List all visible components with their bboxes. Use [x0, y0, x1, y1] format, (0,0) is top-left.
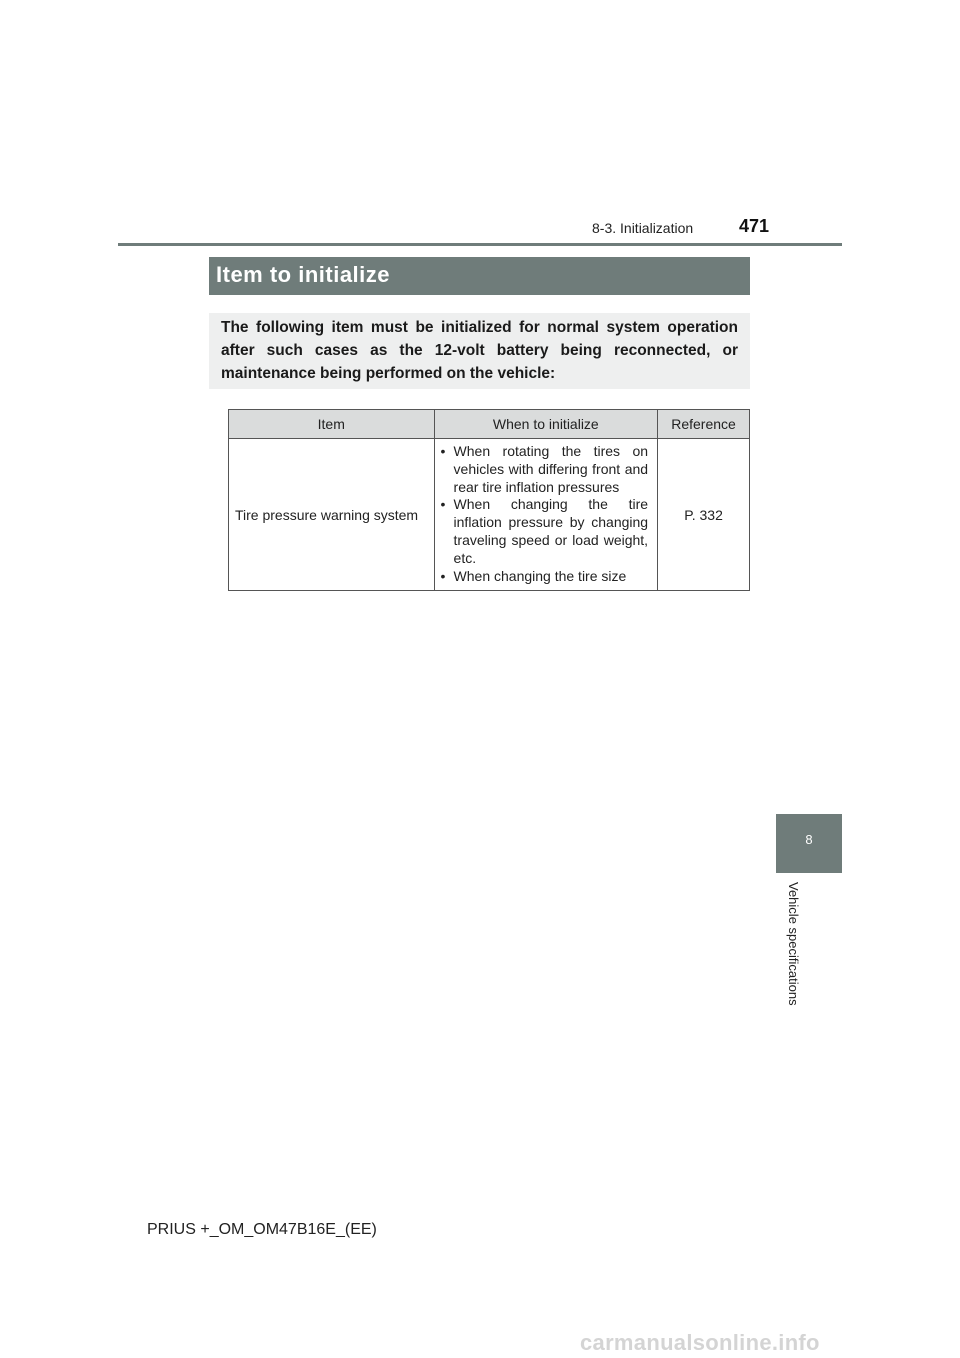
section-title: Item to initialize	[216, 262, 391, 287]
table-header-row	[229, 410, 750, 439]
table-header-when: When to initialize	[434, 410, 658, 439]
when-text: When changing the tire inflation pressure by changing traveling speed or load weight, etc.	[453, 496, 649, 566]
bullet-icon: •	[440, 496, 446, 513]
footer-doc-id: PRIUS +_OM_OM47B16E_(EE)	[147, 1221, 377, 1238]
list-item	[441, 568, 649, 586]
when-list	[441, 443, 649, 585]
chapter-number: 8	[805, 832, 813, 847]
when-text: When changing the tire size	[453, 567, 627, 584]
table-cell-when	[434, 439, 658, 591]
table-cell-item	[229, 439, 435, 591]
table-cell-reference	[658, 439, 750, 591]
list-item	[441, 443, 649, 496]
list-item	[441, 496, 649, 567]
header-rule	[118, 243, 842, 246]
when-text: When rotating the tires on vehicles with differing front and rear tire inflation pressures	[453, 443, 649, 495]
initialization-table	[228, 409, 750, 591]
item-name: Tire pressure warning system	[235, 506, 419, 523]
bullet-icon: •	[440, 567, 446, 584]
watermark: carmanualsonline.info	[580, 1330, 820, 1355]
chapter-tab[interactable]	[776, 814, 842, 873]
section-title-bar	[209, 257, 750, 295]
bullet-icon: •	[440, 443, 446, 459]
table-row	[229, 439, 750, 591]
chapter-label-wrap	[785, 882, 805, 1022]
intro-box	[209, 313, 750, 389]
page-number: 471	[739, 216, 770, 236]
header-section-title: 8-3. Initialization	[592, 220, 694, 236]
table-header-item: Item	[229, 410, 435, 439]
chapter-title: Vehicle specifications	[786, 882, 801, 1006]
intro-text: The following item must be initialized for normal system operation after such cases as the 12-volt battery being reconnected, or maintenance being performed on the vehicle:	[221, 319, 738, 382]
reference-link[interactable]: P. 332	[684, 506, 723, 523]
table-header-reference: Reference	[658, 410, 750, 439]
